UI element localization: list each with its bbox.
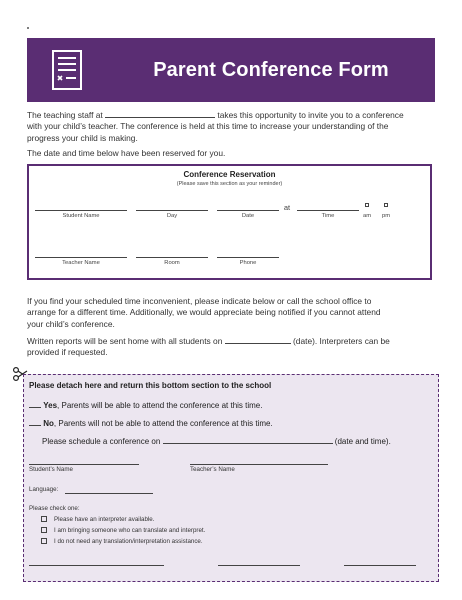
pm-label: pm xyxy=(381,213,391,219)
form-header xyxy=(27,38,435,102)
schedule-post: (date and time). xyxy=(334,437,391,446)
student-name-caption: Student’s Name xyxy=(29,466,73,473)
time-label: Time xyxy=(321,213,335,219)
language-label: Language: xyxy=(29,486,59,493)
schedule-pre: Please schedule a conference on xyxy=(42,437,161,446)
no-blank[interactable] xyxy=(29,417,41,426)
stray-dot xyxy=(27,27,29,29)
day-line[interactable] xyxy=(136,210,208,211)
option-no-assistance-label: I do not need any translation/interpretation assistance. xyxy=(54,538,203,545)
reports-line1-post: (date). Interpreters can be xyxy=(293,336,390,346)
yes-option xyxy=(29,399,262,410)
option-interpreter-checkbox[interactable] xyxy=(41,516,47,522)
intro-line3: progress your child is making. xyxy=(27,132,138,143)
reservation-title: Conference Reservation xyxy=(183,170,276,179)
document-checklist-icon xyxy=(43,46,91,94)
reports-line2: provided if requested. xyxy=(27,347,108,358)
option-interpreter[interactable] xyxy=(41,516,154,523)
yes-blank[interactable] xyxy=(29,399,41,408)
bottom-line-right[interactable] xyxy=(344,565,416,566)
phone-line[interactable] xyxy=(217,257,279,258)
teacher-name-caption: Teacher’s Name xyxy=(190,466,235,473)
option-no-assistance[interactable] xyxy=(41,538,203,545)
teacher-name-label: Teacher Name xyxy=(62,260,100,266)
intro-line2: with your child’s teacher. The conference is held at this time to increase your understanding of the xyxy=(27,121,389,132)
pm-checkbox[interactable] xyxy=(384,203,388,207)
schedule-line xyxy=(42,435,391,446)
reserved-text: The date and time below have been reserved for you. xyxy=(27,148,226,158)
language-line[interactable] xyxy=(65,493,153,494)
intro-line1-pre: The teaching staff at xyxy=(27,110,103,120)
room-label: Room xyxy=(164,260,180,266)
room-line[interactable] xyxy=(136,257,208,258)
reservation-subtitle: (Please save this section as your reminder) xyxy=(176,181,283,187)
inconvenient-line3: your child’s conference. xyxy=(27,318,115,329)
yes-bold: Yes xyxy=(43,401,58,410)
am-label: am xyxy=(362,213,372,219)
option-interpreter-label: Please have an interpreter available. xyxy=(54,516,155,523)
no-bold: No xyxy=(43,419,54,428)
inconvenient-paragraph xyxy=(27,296,437,330)
day-label: Day xyxy=(166,213,178,219)
no-text: , Parents will not be able to attend the conference at this time. xyxy=(53,419,273,428)
time-line[interactable] xyxy=(297,210,359,211)
intro-line1-post: takes this opportunity to invite you to a conference xyxy=(217,110,404,120)
date-label: Date xyxy=(241,213,255,219)
check-one-label: Please check one: xyxy=(29,505,80,512)
student-name-line[interactable] xyxy=(35,210,127,211)
option-bringing-translator[interactable] xyxy=(41,527,205,534)
reports-date-blank[interactable] xyxy=(225,335,291,344)
am-checkbox[interactable] xyxy=(365,203,369,207)
teacher-name-signature-line[interactable] xyxy=(190,464,328,465)
inconvenient-line1: If you find your scheduled time inconvenient, please indicate below or call the school office to xyxy=(27,296,372,306)
detach-section xyxy=(23,374,439,582)
reports-line1-pre: Written reports will be sent home with all students on xyxy=(27,336,223,346)
option-no-assistance-checkbox[interactable] xyxy=(41,538,47,544)
schedule-date-blank[interactable] xyxy=(163,435,333,444)
school-name-blank[interactable] xyxy=(105,109,215,118)
option-bringing-translator-label: I am bringing someone who can translate and interpret. xyxy=(54,527,206,534)
option-bringing-translator-checkbox[interactable] xyxy=(41,527,47,533)
student-name-signature-line[interactable] xyxy=(29,464,139,465)
yes-text: , Parents will be able to attend the conference at this time. xyxy=(57,401,263,410)
bottom-line-middle[interactable] xyxy=(218,565,300,566)
conference-reservation-box xyxy=(27,164,432,280)
inconvenient-line2: arrange for a different time. Additionally, we would appreciate being notified if you cannot attend xyxy=(27,307,381,318)
detach-title: Please detach here and return this bottom section to the school xyxy=(29,381,272,390)
phone-label: Phone xyxy=(239,260,257,266)
page-title: Parent Conference Form xyxy=(153,58,389,81)
bottom-line-left[interactable] xyxy=(29,565,164,566)
no-option xyxy=(29,417,273,428)
date-line[interactable] xyxy=(217,210,279,211)
at-text: at xyxy=(283,203,291,212)
reports-paragraph xyxy=(27,335,437,359)
teacher-name-line[interactable] xyxy=(35,257,127,258)
student-name-label: Student Name xyxy=(62,213,100,219)
intro-paragraph xyxy=(27,109,437,144)
